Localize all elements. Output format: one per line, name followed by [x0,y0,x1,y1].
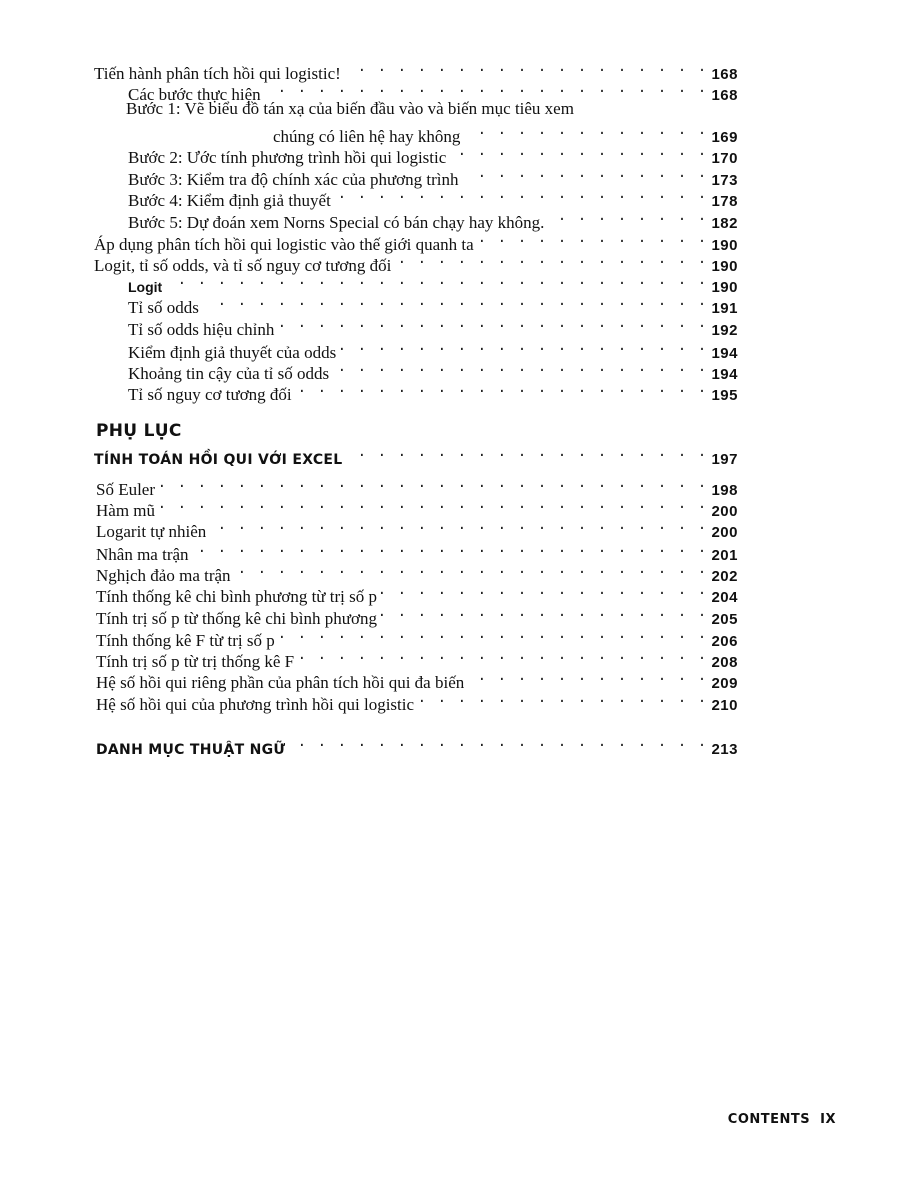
toc-entry-page: 206 [711,633,738,650]
toc-entry-title: Tính thống kê chi bình phương từ trị số p [96,587,377,606]
leader-dots [381,602,707,624]
appendix-title: TÍNH TOÁN HỒI QUI VỚI EXCEL [94,452,343,468]
toc-entry-page: 178 [711,193,738,210]
toc-entry[interactable] [273,120,738,146]
toc-entry[interactable] [128,336,738,362]
appendix-label: PHỤ LỤC [96,421,182,441]
glossary-heading[interactable] [96,732,738,758]
toc-entry[interactable] [128,357,738,383]
toc-entry-title: Logit [128,279,163,295]
toc-entry[interactable] [128,291,738,317]
toc-entry-title: Nhân ma trận [96,545,189,564]
toc-entry[interactable] [96,515,738,541]
appendix-heading[interactable] [94,442,738,468]
toc-entry-page: 191 [711,300,738,317]
toc-entry-title: Hàm mũ [96,501,156,520]
toc-entry[interactable] [96,473,738,499]
toc-entry-page: 202 [711,568,738,585]
footer-label: CONTENTS [727,1112,811,1127]
leader-dots [296,378,708,400]
toc-entry[interactable] [96,559,738,585]
toc-entry[interactable] [96,688,738,714]
leader-dots [159,494,707,516]
toc-entry[interactable] [94,228,738,254]
toc-entry[interactable] [128,141,738,167]
leader-dots [298,645,707,667]
toc-entry-page: 208 [711,654,738,671]
toc-entry-page: 190 [711,237,738,254]
toc-entry[interactable] [96,494,738,520]
leader-dots [347,442,708,464]
toc-entry-page: 194 [711,366,738,383]
toc-entry-title: Bước 3: Kiểm tra độ chính xác của phương trình [128,170,459,189]
page-footer [728,1112,836,1127]
toc-entry-title: Logit, tỉ số odds, và tỉ số nguy cơ tương đối [94,256,392,275]
toc-entry-page: 213 [711,741,738,758]
toc-entry-title: Nghịch đảo ma trận [96,566,231,585]
toc-entry[interactable] [96,580,738,606]
toc-entry-title: Tính trị số p từ trị thống kê F [96,652,295,671]
toc-entry-title: Hệ số hồi qui của phương trình hồi qui logistic [96,695,415,714]
leader-dots [235,559,708,581]
leader-dots [193,538,708,560]
toc-entry-title: Kiểm định giả thuyết của odds [128,343,337,362]
toc-entry-title: Tỉ số odds [128,298,199,317]
toc-entry-page: 194 [711,345,738,362]
leader-dots [345,57,708,79]
leader-dots [548,206,707,228]
toc-entry-title: Logarit tự nhiên [96,522,207,541]
leader-dots [478,228,708,250]
toc-entry[interactable] [96,645,738,671]
glossary-title: DANH MỤC THUẬT NGỮ [96,742,286,758]
toc-entry-page: 201 [711,547,738,564]
toc-entry-title: Tính trị số p từ thống kê chi bình phương [96,609,377,628]
toc-entry[interactable] [94,249,738,275]
toc-entry-title: Các bước thực hiện [128,85,261,104]
toc-entry-title: Tính thống kê F từ trị số p [96,631,275,650]
leader-dots [395,249,707,271]
toc-entry-page: 168 [711,66,738,83]
leader-dots [278,313,707,335]
leader-dots [418,688,707,710]
toc-entry-title: Số Euler [96,480,156,499]
toc-entry-title: Bước 5: Dự đoán xem Norns Special có bán chạy hay không. [128,213,545,232]
toc-entry-title: Bước 1: Vẽ biểu đồ tán xạ của biến đầu vào và biến mục tiêu xem [126,99,574,118]
toc-entry[interactable] [128,184,738,210]
toc-entry-page: 197 [711,451,738,468]
leader-dots [468,666,707,688]
toc-entry-page: 168 [711,87,738,104]
toc-entry-page: 200 [711,524,738,541]
leader-dots [333,357,707,379]
leader-dots [159,473,707,495]
toc-entry-page: 192 [711,322,738,339]
toc-entry-page: 198 [711,482,738,499]
toc-entry-page: 204 [711,589,738,606]
toc-entry-title: Hệ số hồi qui riêng phần của phân tích hồi qui đa biến [96,673,465,692]
leader-dots [450,141,707,163]
leader-dots [265,78,708,100]
toc-entry-title: Tiến hành phân tích hồi qui logistic! [94,64,341,83]
toc-entry-title: Khoảng tin cậy của tỉ số odds [128,364,330,383]
toc-entry-page: 190 [711,279,738,296]
toc-entry[interactable] [96,538,738,564]
toc-entry-page: 190 [711,258,738,275]
leader-dots [279,624,708,646]
toc-entry-title: Tỉ số odds hiệu chỉnh [128,320,275,339]
toc-entry-page: 169 [711,129,738,146]
toc-entry-page: 173 [711,172,738,189]
toc-entry[interactable] [96,624,738,650]
leader-dots [203,291,708,313]
toc-entry-page: 209 [711,675,738,692]
toc-entry[interactable] [96,602,738,628]
footer-page-number: IX [820,1112,836,1127]
toc-entry-page: 205 [711,611,738,628]
leader-dots [464,120,707,142]
toc-entry[interactable] [94,57,738,83]
toc-entry-title: Áp dụng phân tích hồi qui logistic vào thế giới quanh ta [94,235,474,254]
leader-dots [340,336,707,358]
toc-entry-title: Tỉ số nguy cơ tương đối [128,385,292,404]
leader-dots [289,732,707,754]
toc-entry-page: 210 [711,697,738,714]
toc-entry[interactable] [128,270,738,296]
toc-entry[interactable] [128,313,738,339]
toc-entry[interactable] [96,666,738,692]
leader-dots [210,515,707,537]
toc-entry-page: 170 [711,150,738,167]
leader-dots [381,580,707,602]
toc-entry-page: 195 [711,387,738,404]
toc-entry-title: Bước 2: Ước tính phương trình hồi qui logistic [128,148,447,167]
toc-entry[interactable] [128,206,738,232]
toc-entry-title: chúng có liên hệ hay không [273,127,461,146]
toc-entry-page: 182 [711,215,738,232]
leader-dots [463,163,708,185]
toc-entry[interactable] [128,163,738,189]
leader-dots [335,184,708,206]
toc-entry-page: 200 [711,503,738,520]
toc-entry[interactable] [128,78,738,104]
leader-dots [166,270,707,292]
toc-entry-title: Bước 4: Kiểm định giả thuyết [128,191,331,210]
toc-entry[interactable] [128,378,738,404]
